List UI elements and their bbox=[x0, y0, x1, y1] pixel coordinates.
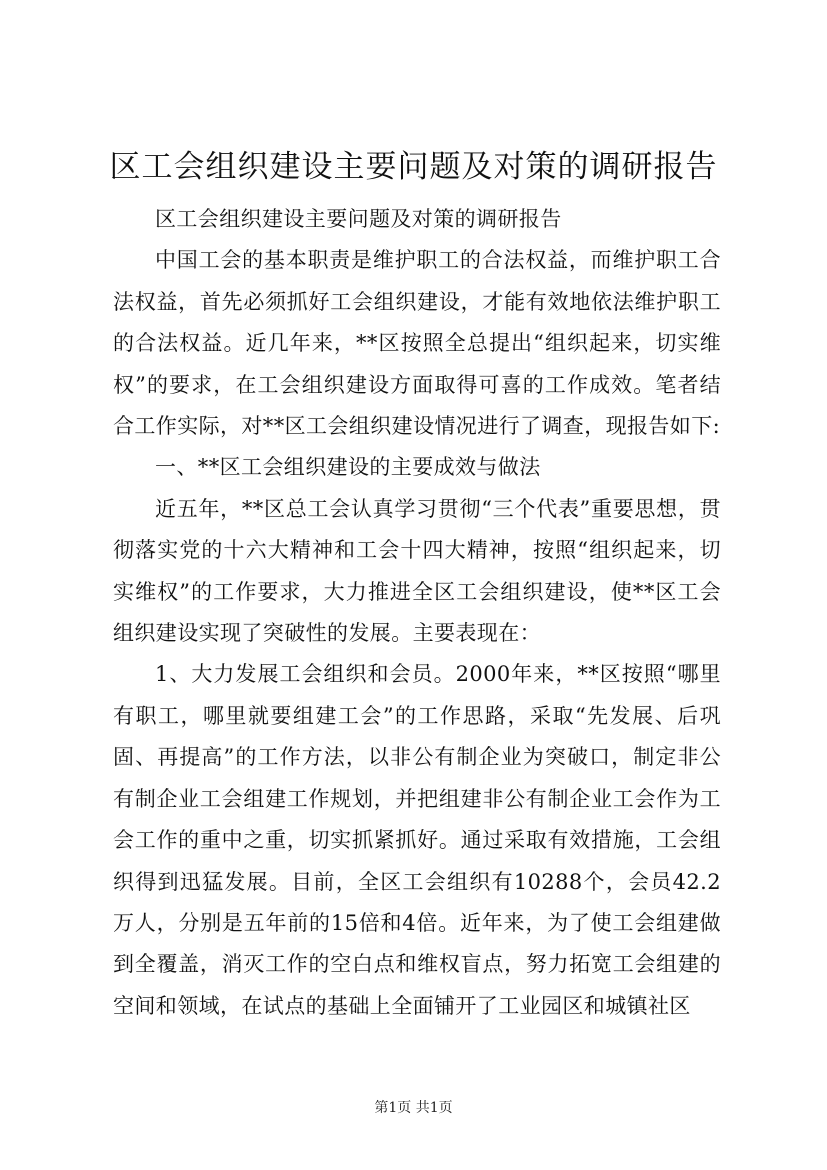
paragraph-subtitle: 区工会组织建设主要问题及对策的调研报告 bbox=[155, 207, 562, 231]
paragraph-summary: 近五年，**区总工会认真学习贯彻“三个代表”重要思想，贯彻落实党的十六大精神和工会十四大精神，按照“组织起来，切实维权”的工作要求，大力推进全区工会组织建设，使**区工会组织建设实现了突破性的发展。主要表现在： bbox=[113, 496, 721, 646]
document-title: 区工会组织建设主要问题及对策的调研报告 bbox=[109, 149, 718, 185]
section-heading: 一、**区工会组织建设的主要成效与做法 bbox=[155, 455, 541, 480]
paragraph-item-1: 1、大力发展工会组织和会员。2000年来，**区按照“哪里有职工，哪里就要组建工会”的工作思路，采取“先发展、后巩固、再提高”的工作方法，以非公有制企业为突破口，制定非公有制企业工会组建工作规划，并把组建非公有制企业工会作为工会工作的重中之重，切实抓紧抓好。通过采取有效措施，工会组织得到迅猛发展。目前，全区工会组织有10288个，会员42.2万人，分别是五年前的15倍和4倍。近年来，为了使工会组建做到全覆盖，消灭工作的空白点和维权盲点，努力拓宽工会组建的空间和领域，在试点的基础上全面铺开了工业园区和城镇社区 bbox=[113, 662, 721, 1018]
page-footer: 第1页 共1页 bbox=[374, 1100, 453, 1116]
paragraph-introduction: 中国工会的基本职责是维护职工的合法权益，而维护职工合法权益，首先必须抓好工会组织建设，才能有效地依法维护职工的合法权益。近几年来，**区按照全总提出“组织起来，切实维权”的要求，在工会组织建设方面取得可喜的工作成效。笔者结合工作实际，对**区工会组织建设情况进行了调查，现报告如下: bbox=[113, 248, 721, 439]
document-body bbox=[113, 199, 721, 1027]
